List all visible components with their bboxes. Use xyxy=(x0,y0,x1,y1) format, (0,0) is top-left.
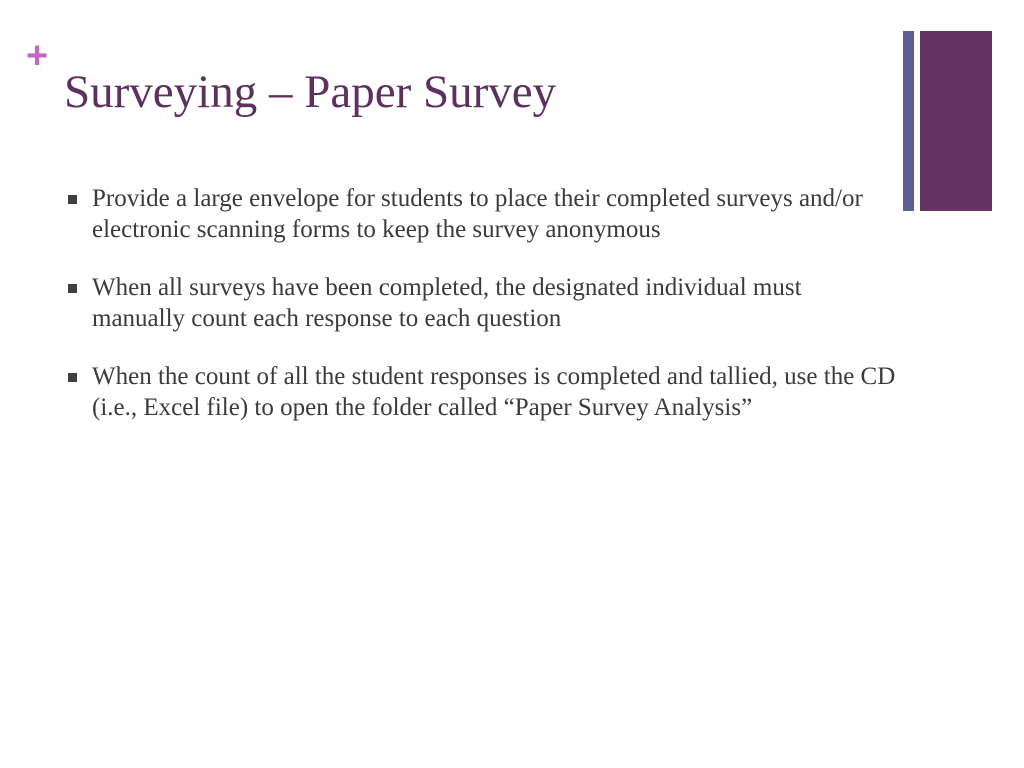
bullet-text: When the count of all the student responses is completed and tallied, use the CD (i.e., Excel file) to open the folder called “Paper Survey Analysis” xyxy=(92,363,896,421)
square-bullet-icon xyxy=(68,373,77,382)
slide-title: Surveying – Paper Survey xyxy=(64,66,557,118)
decorative-stripe-wide xyxy=(920,31,992,211)
square-bullet-icon xyxy=(68,195,77,204)
decorative-stripe-thin xyxy=(903,31,914,211)
square-bullet-icon xyxy=(68,284,77,293)
bullet-item xyxy=(66,362,896,423)
bullet-item xyxy=(66,184,896,245)
plus-icon: + xyxy=(26,35,49,77)
bullet-list xyxy=(66,184,896,451)
bullet-text: When all surveys have been completed, the designated individual must manually count each response to each question xyxy=(92,274,802,332)
bullet-text: Provide a large envelope for students to place their completed surveys and/or electronic scanning forms to keep the survey anonymous xyxy=(92,185,863,243)
bullet-item xyxy=(66,273,896,334)
